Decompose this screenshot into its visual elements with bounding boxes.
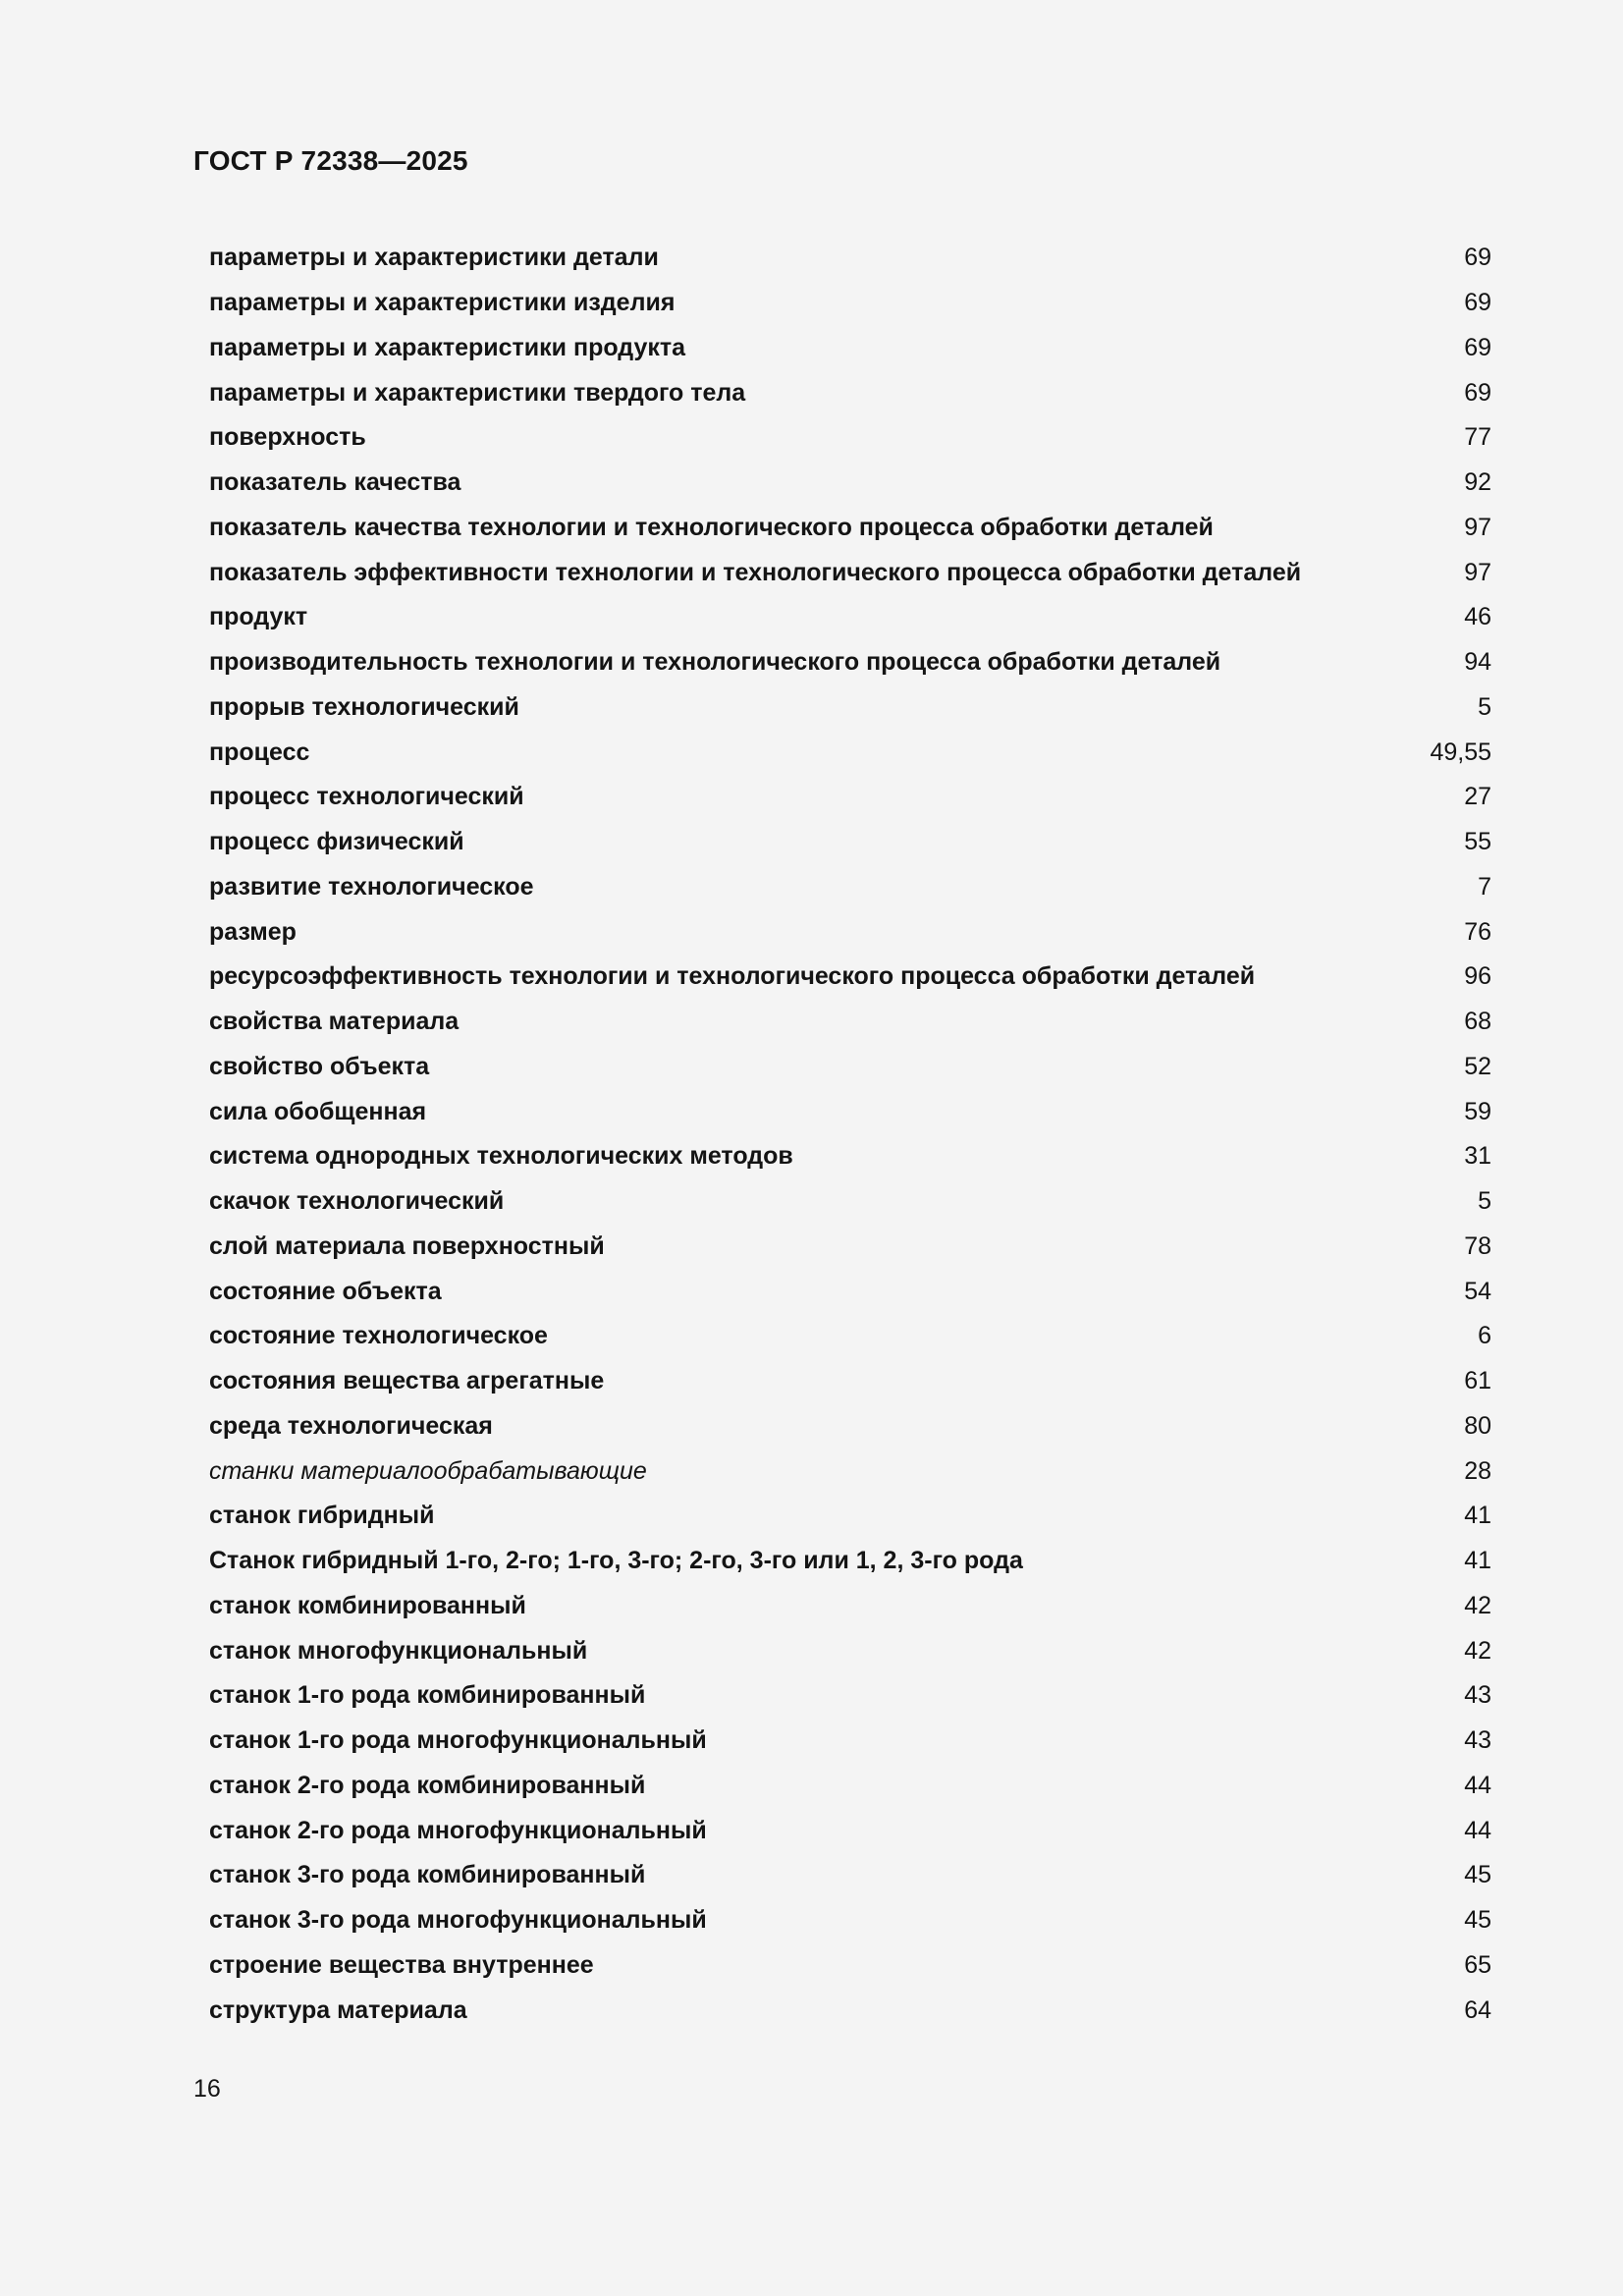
index-term: станки материалообрабатывающие xyxy=(209,1456,647,1485)
index-entry xyxy=(209,1539,1491,1584)
index-entry xyxy=(209,326,1491,371)
index-term: структура материала xyxy=(209,1995,467,2024)
index-page-ref: 77 xyxy=(1464,423,1491,452)
index-page-ref: 49,55 xyxy=(1430,738,1491,766)
index-entry xyxy=(209,1943,1491,1989)
index-term: состояние технологическое xyxy=(209,1322,548,1350)
index-term: параметры и характеристики твердого тела xyxy=(209,378,746,407)
index-page-ref: 7 xyxy=(1478,872,1491,901)
index-page-ref: 5 xyxy=(1478,692,1491,721)
index-term: состояние объекта xyxy=(209,1277,442,1305)
index-page-ref: 69 xyxy=(1464,333,1491,361)
index-term: среда технологическая xyxy=(209,1411,493,1440)
index-page-ref: 41 xyxy=(1464,1547,1491,1575)
index-entry xyxy=(209,1089,1491,1134)
index-entry xyxy=(209,730,1491,775)
index-page-ref: 64 xyxy=(1464,1995,1491,2024)
index-page-ref: 69 xyxy=(1464,378,1491,407)
index-page-ref: 92 xyxy=(1464,468,1491,497)
index-entry xyxy=(209,1719,1491,1764)
index-entry xyxy=(209,1269,1491,1314)
index-term: прорыв технологический xyxy=(209,692,519,721)
index-entry xyxy=(209,685,1491,731)
index-term: продукт xyxy=(209,603,308,631)
index-page-ref: 5 xyxy=(1478,1187,1491,1216)
index-entry xyxy=(209,550,1491,595)
index-entry xyxy=(209,461,1491,506)
index-entry xyxy=(209,281,1491,326)
index-page-ref: 96 xyxy=(1464,962,1491,991)
index-list xyxy=(209,236,1491,2033)
index-page-ref: 97 xyxy=(1464,558,1491,586)
index-term: станок 1-го рода многофункциональный xyxy=(209,1726,707,1755)
index-page-ref: 80 xyxy=(1464,1411,1491,1440)
index-page-ref: 43 xyxy=(1464,1726,1491,1755)
index-entry xyxy=(209,506,1491,551)
index-page-ref: 52 xyxy=(1464,1052,1491,1080)
index-term: станок 3-го рода комбинированный xyxy=(209,1861,646,1889)
index-page-ref: 61 xyxy=(1464,1367,1491,1395)
index-page-ref: 28 xyxy=(1464,1456,1491,1485)
index-term: станок 2-го рода многофункциональный xyxy=(209,1816,707,1844)
index-page-ref: 45 xyxy=(1464,1861,1491,1889)
index-entry xyxy=(209,955,1491,1000)
index-term: параметры и характеристики продукта xyxy=(209,333,686,361)
index-entry xyxy=(209,1045,1491,1090)
index-entry xyxy=(209,1584,1491,1629)
index-page-ref: 43 xyxy=(1464,1681,1491,1710)
index-entry xyxy=(209,1853,1491,1898)
index-entry xyxy=(209,1764,1491,1809)
index-page-ref: 46 xyxy=(1464,603,1491,631)
index-term: процесс физический xyxy=(209,828,464,856)
index-term: производительность технологии и технологического процесса обработки деталей xyxy=(209,648,1221,677)
index-term: поверхность xyxy=(209,423,366,452)
index-term: свойства материала xyxy=(209,1008,460,1036)
index-page-ref: 68 xyxy=(1464,1008,1491,1036)
index-page-ref: 44 xyxy=(1464,1816,1491,1844)
index-term: сила обобщенная xyxy=(209,1097,427,1125)
index-page-ref: 97 xyxy=(1464,513,1491,541)
index-page-ref: 41 xyxy=(1464,1502,1491,1530)
index-entry xyxy=(209,1179,1491,1225)
index-entry xyxy=(209,640,1491,685)
index-term: станок 2-го рода комбинированный xyxy=(209,1771,646,1799)
index-entry xyxy=(209,1000,1491,1045)
index-term: размер xyxy=(209,917,297,946)
index-term: процесс xyxy=(209,738,310,766)
index-term: показатель качества xyxy=(209,468,461,497)
index-page-ref: 42 xyxy=(1464,1636,1491,1665)
index-term: слой материала поверхностный xyxy=(209,1231,605,1260)
index-entry xyxy=(209,236,1491,281)
index-entry xyxy=(209,1134,1491,1179)
index-term: станок 3-го рода многофункциональный xyxy=(209,1906,707,1935)
index-entry xyxy=(209,1988,1491,2033)
index-entry xyxy=(209,820,1491,865)
index-term: показатель качества технологии и технологического процесса обработки деталей xyxy=(209,513,1214,541)
index-page-ref: 55 xyxy=(1464,828,1491,856)
index-entry xyxy=(209,1314,1491,1359)
index-entry xyxy=(209,775,1491,820)
index-entry xyxy=(209,1404,1491,1449)
index-term: станок комбинированный xyxy=(209,1591,526,1619)
index-entry xyxy=(209,1898,1491,1943)
index-term: показатель эффективности технологии и технологического процесса обработки деталей xyxy=(209,558,1302,586)
index-page-ref: 94 xyxy=(1464,648,1491,677)
index-entry xyxy=(209,415,1491,461)
index-entry xyxy=(209,370,1491,415)
index-term: ресурсоэффективность технологии и технологического процесса обработки деталей xyxy=(209,962,1256,991)
index-entry xyxy=(209,1673,1491,1719)
index-entry xyxy=(209,1808,1491,1853)
index-term: состояния вещества агрегатные xyxy=(209,1367,605,1395)
index-term: система однородных технологических методов xyxy=(209,1142,793,1171)
index-term: развитие технологическое xyxy=(209,872,534,901)
index-term: параметры и характеристики изделия xyxy=(209,289,676,317)
index-page-ref: 69 xyxy=(1464,244,1491,272)
index-term: процесс технологический xyxy=(209,783,524,811)
index-page-ref: 76 xyxy=(1464,917,1491,946)
index-entry xyxy=(209,865,1491,910)
document-header: ГОСТ Р 72338—2025 xyxy=(193,145,468,176)
index-page-ref: 54 xyxy=(1464,1277,1491,1305)
index-page-ref: 78 xyxy=(1464,1231,1491,1260)
index-term: станок гибридный xyxy=(209,1502,435,1530)
index-entry xyxy=(209,1628,1491,1673)
index-entry xyxy=(209,1359,1491,1404)
index-term: Станок гибридный 1-го, 2-го; 1-го, 3-го; 2-го, 3-го или 1, 2, 3-го рода xyxy=(209,1547,1023,1575)
index-entry xyxy=(209,1494,1491,1539)
index-page-ref: 69 xyxy=(1464,289,1491,317)
index-entry xyxy=(209,1449,1491,1494)
index-term: строение вещества внутреннее xyxy=(209,1950,594,1979)
index-page-ref: 42 xyxy=(1464,1591,1491,1619)
index-term: скачок технологический xyxy=(209,1187,505,1216)
index-page-ref: 45 xyxy=(1464,1906,1491,1935)
index-entry xyxy=(209,909,1491,955)
index-term: станок многофункциональный xyxy=(209,1636,588,1665)
index-term: свойство объекта xyxy=(209,1052,430,1080)
index-page-ref: 6 xyxy=(1478,1322,1491,1350)
index-page-ref: 65 xyxy=(1464,1950,1491,1979)
index-term: параметры и характеристики детали xyxy=(209,244,659,272)
index-page-ref: 27 xyxy=(1464,783,1491,811)
index-term: станок 1-го рода комбинированный xyxy=(209,1681,646,1710)
index-page-ref: 44 xyxy=(1464,1771,1491,1799)
index-entry xyxy=(209,595,1491,640)
index-page-ref: 31 xyxy=(1464,1142,1491,1171)
index-entry xyxy=(209,1225,1491,1270)
index-page-ref: 59 xyxy=(1464,1097,1491,1125)
page-number: 16 xyxy=(193,2075,221,2103)
